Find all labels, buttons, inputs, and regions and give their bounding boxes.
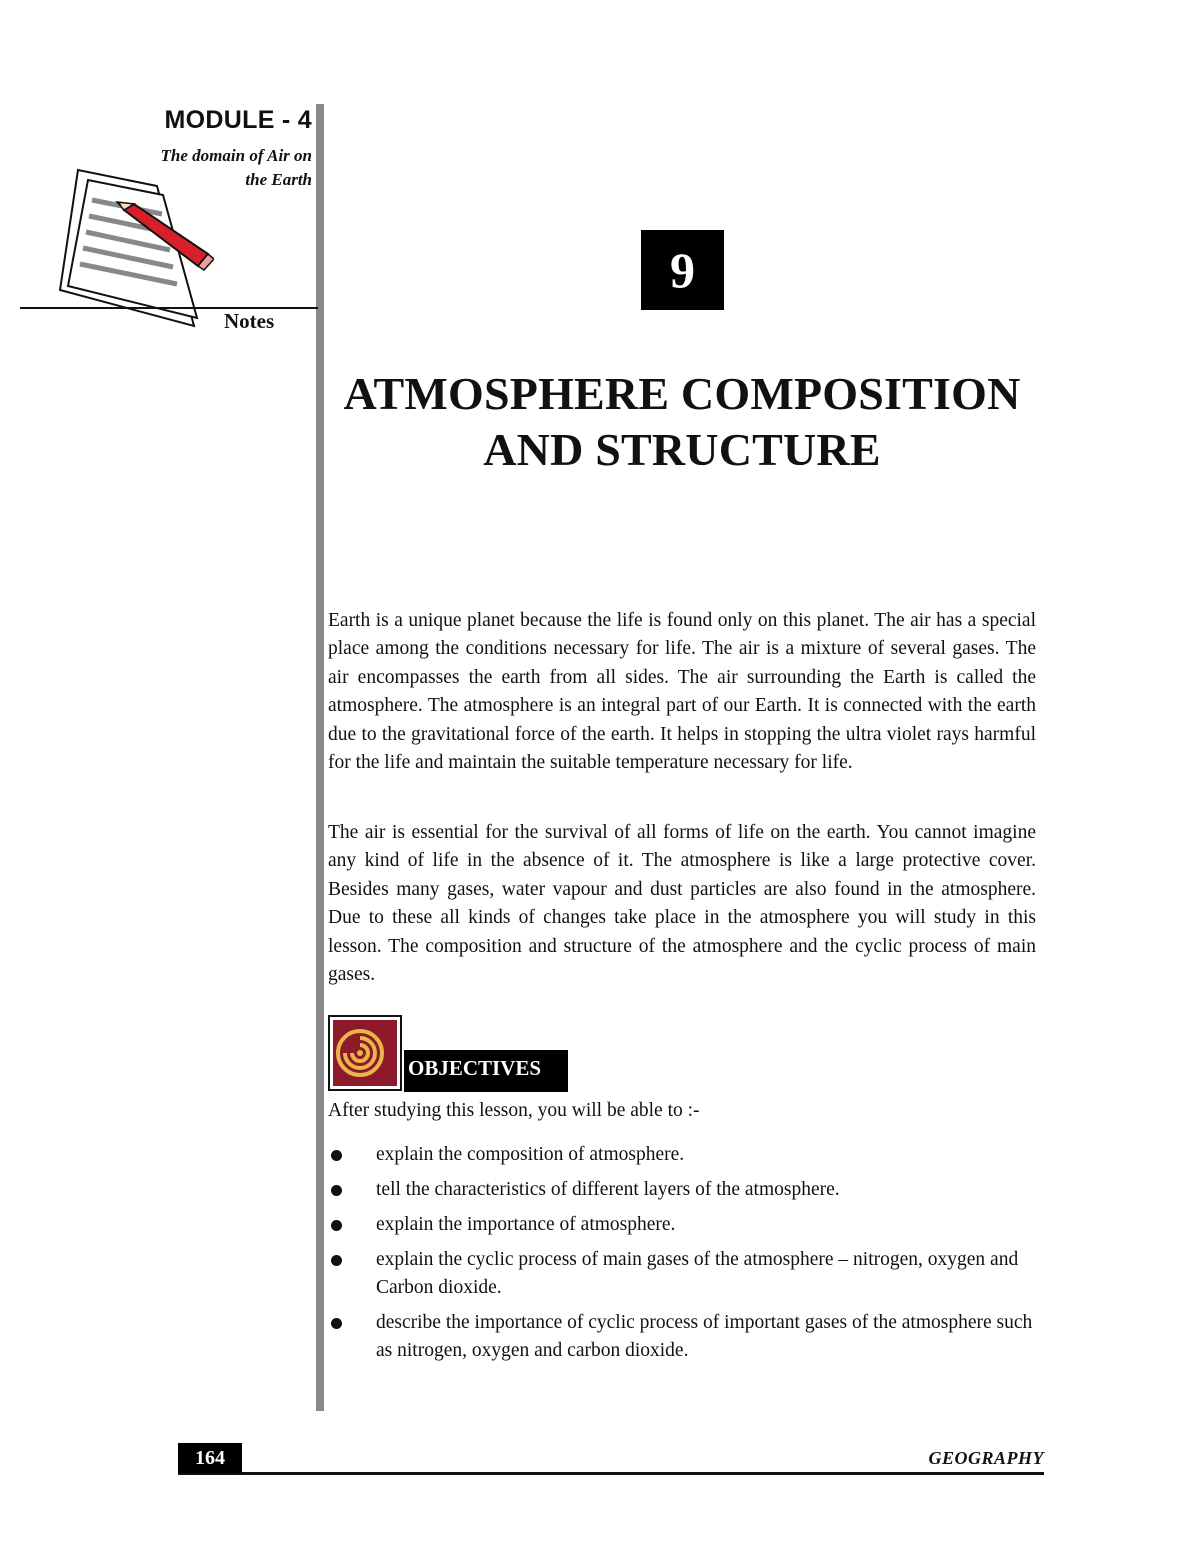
objective-text: explain the composition of atmosphere. <box>376 1144 685 1165</box>
objective-item <box>328 1246 1036 1302</box>
footer-rule <box>178 1472 1044 1475</box>
intro-paragraph-1: Earth is a unique planet because the life is found only on this planet. The air has a special place among the conditions necessary for life. The air is a mixture of several gases. The air encompasses the earth from all sides. The air surrounding the Earth is called the atmosphere. The atmosphere is an integral part of our Earth. It is connected with the earth due to the gravitational force of the earth. It helps in stopping the ultra violet rays harmful for the life and maintain the suitable temperature necessary for life. <box>328 610 1036 774</box>
objectives-list <box>328 1141 1036 1372</box>
objective-text: explain the cyclic process of main gases of the atmosphere – nitrogen, oxygen and Carbon dioxide. <box>376 1249 1019 1298</box>
chapter-title <box>330 366 1034 478</box>
intro-paragraph-2: The air is essential for the survival of all forms of life on the earth. You cannot imagine any kind of life in the absence of it. The atmosphere is like a large protective cover. Besides many gases, water vapour and dust particles are also found in the atmosphere. Due to these all kinds of changes take place in the atmosphere you will study in this lesson. The composition and structure of the atmosphere and the cyclic process of main gases. <box>328 822 1036 986</box>
bullet-icon <box>331 1255 342 1266</box>
module-subtitle-line-2: the Earth <box>245 170 312 189</box>
objective-text: describe the importance of cyclic process of important gases of the atmosphere such as nitrogen, oxygen and carbon dioxide. <box>376 1312 1033 1361</box>
objectives-intro: After studying this lesson, you will be able to :- <box>328 1100 700 1121</box>
module-subtitle-line-1: The domain of Air on <box>160 146 312 165</box>
page-number: 164 <box>178 1443 242 1473</box>
notepad-pencil-icon <box>44 162 214 342</box>
bullet-icon <box>331 1318 342 1329</box>
chapter-title-line-2: AND STRUCTURE <box>483 424 881 475</box>
spiral-target-icon <box>328 1015 402 1091</box>
objective-item <box>328 1141 1036 1169</box>
objective-item <box>328 1211 1036 1239</box>
objective-item <box>328 1309 1036 1365</box>
bullet-icon <box>331 1185 342 1196</box>
module-title: MODULE - 4 <box>164 106 312 134</box>
chapter-number: 9 <box>641 230 724 310</box>
sidebar-divider <box>316 104 324 1411</box>
chapter-title-line-1: ATMOSPHERE COMPOSITION <box>343 368 1021 419</box>
objectives-heading: OBJECTIVES <box>404 1050 568 1092</box>
objective-item <box>328 1176 1036 1204</box>
objective-text: tell the characteristics of different layers of the atmosphere. <box>376 1179 840 1200</box>
bullet-icon <box>331 1220 342 1231</box>
objective-text: explain the importance of atmosphere. <box>376 1214 676 1235</box>
notes-label: Notes <box>224 309 275 333</box>
bullet-icon <box>331 1150 342 1161</box>
footer-subject: GEOGRAPHY <box>928 1448 1044 1468</box>
